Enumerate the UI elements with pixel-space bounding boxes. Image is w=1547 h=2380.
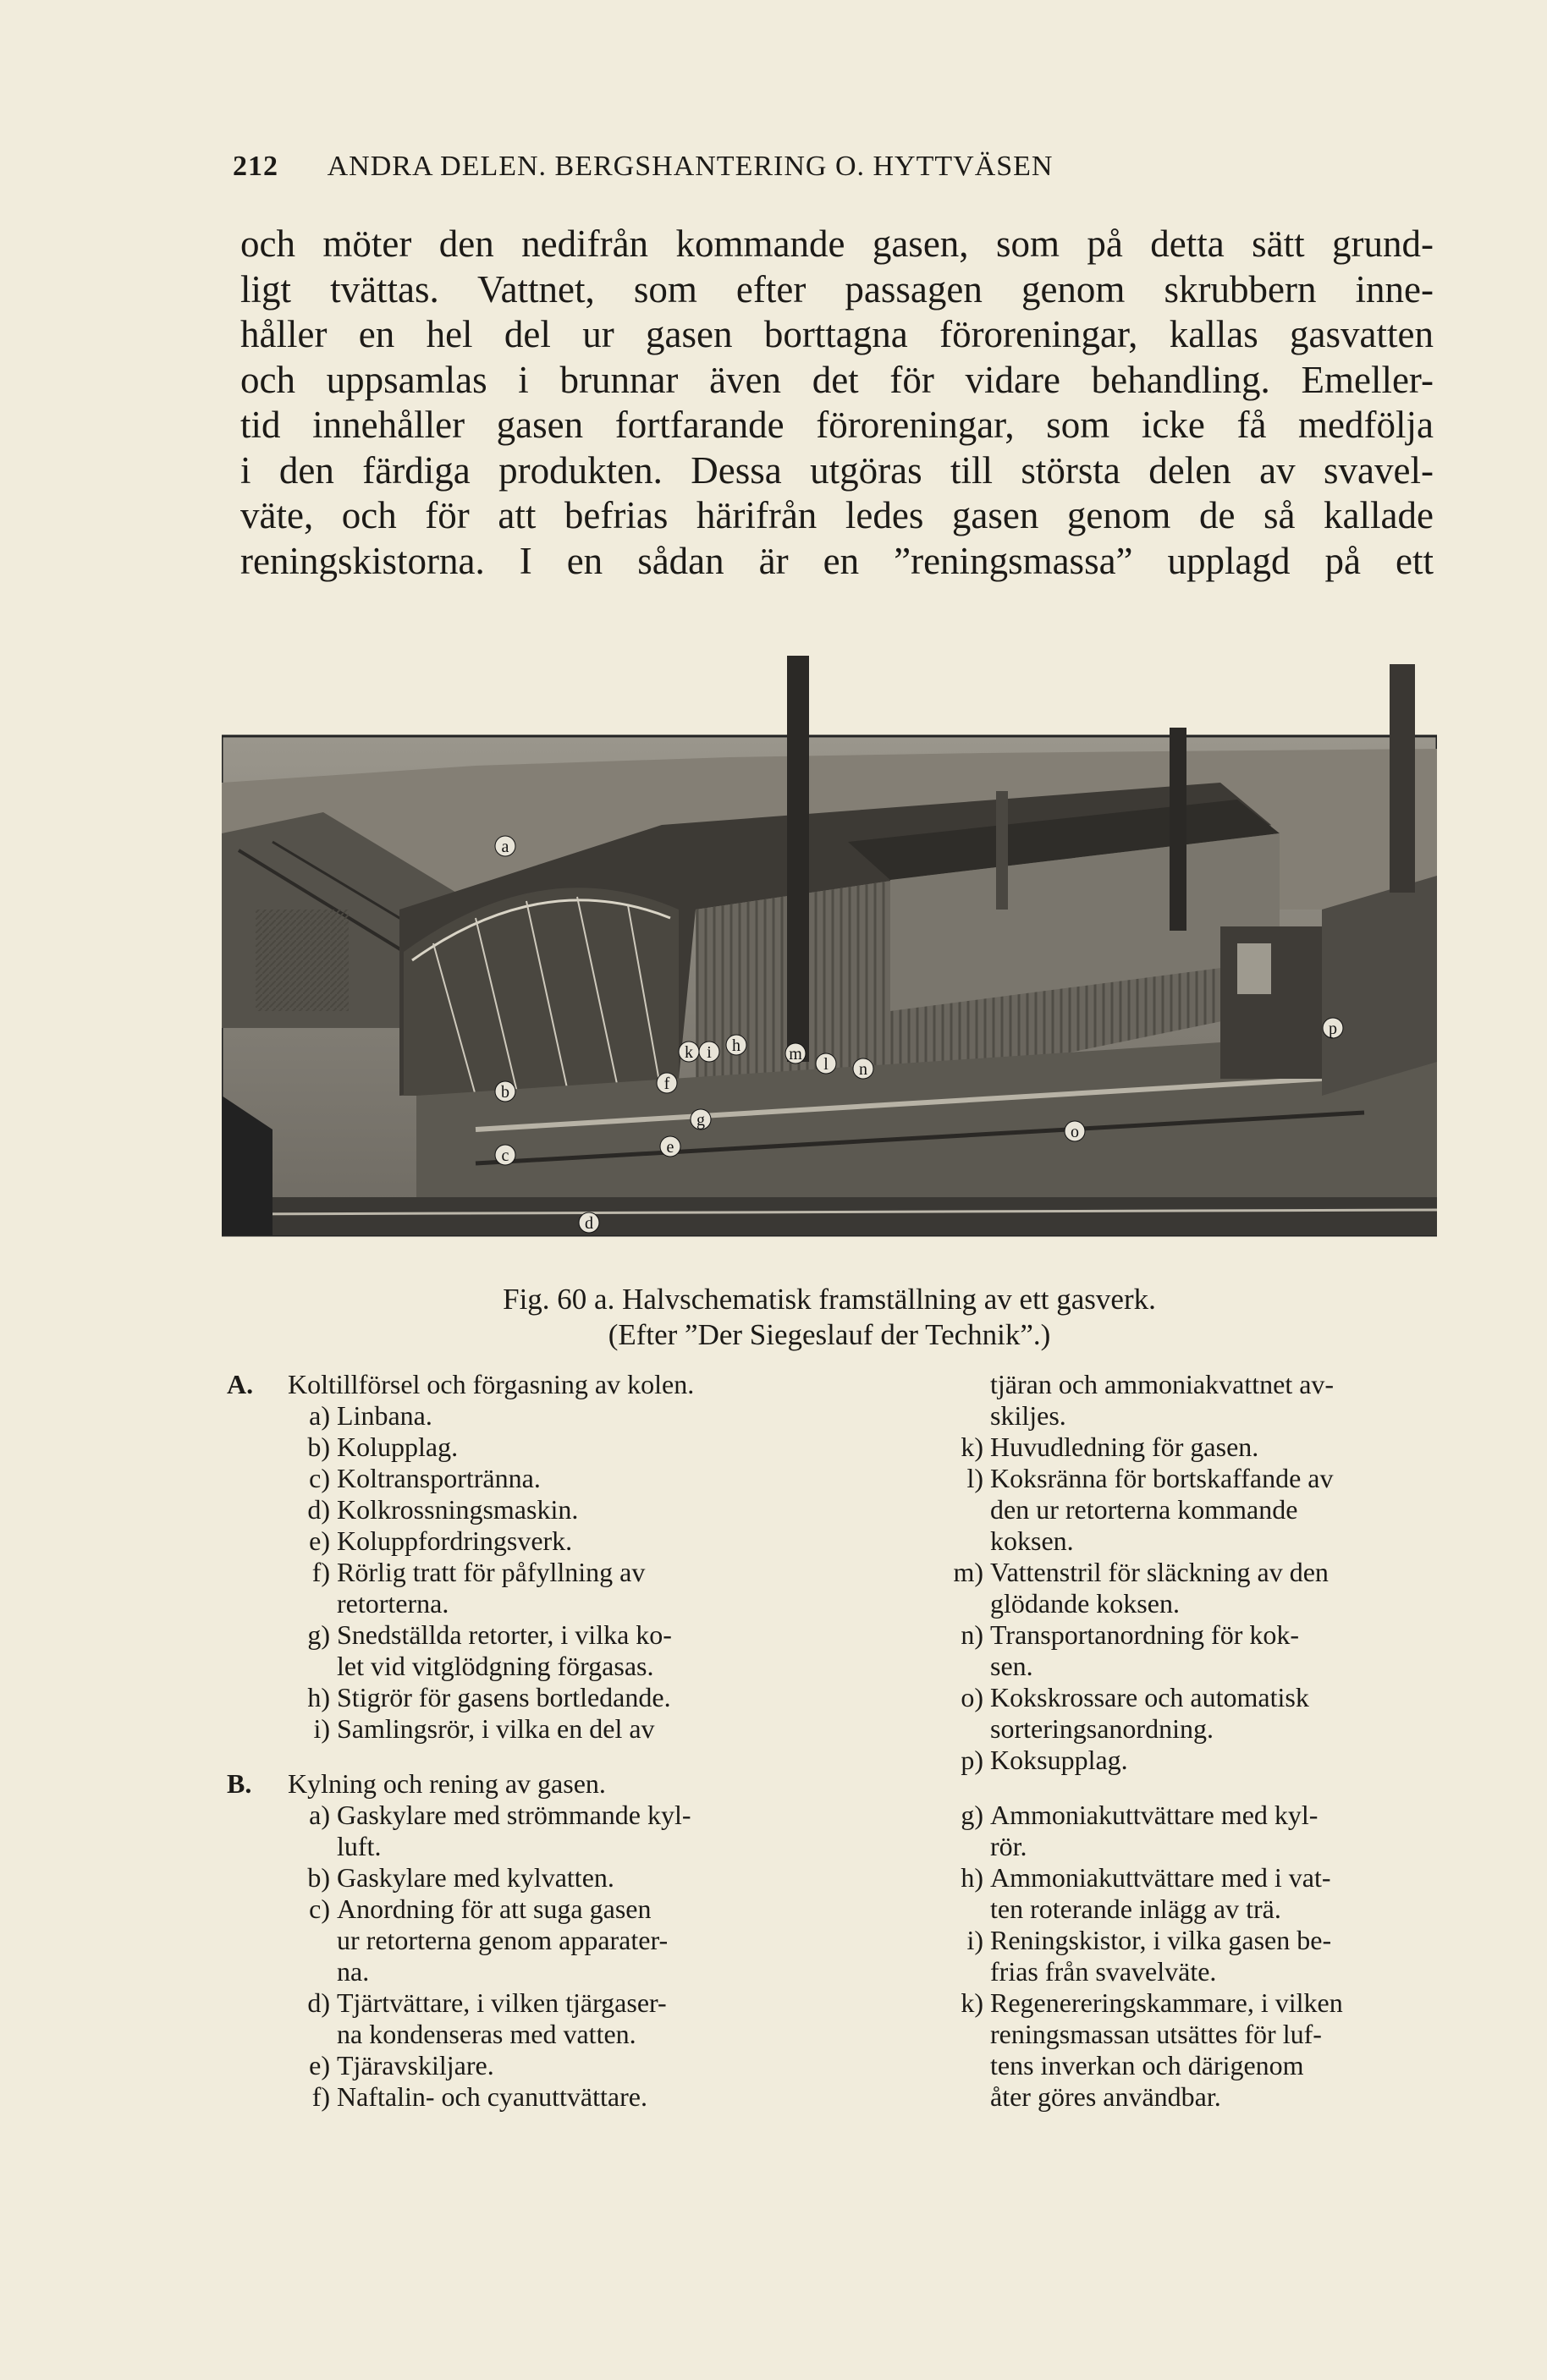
- body-line: ligt tvättas. Vattnet, som efter passagen genom skrubbern inne-: [240, 267, 1434, 311]
- item-text: Snedställda retorter, i vilka ko-: [337, 1619, 672, 1650]
- item-letter: h): [961, 1862, 983, 1893]
- marker-label: m: [789, 1045, 802, 1064]
- item-letter: k): [961, 1432, 983, 1462]
- item-text-cont: den ur retorterna kommande: [990, 1494, 1298, 1525]
- legend-item: [880, 1862, 1430, 1925]
- legend-item: [880, 1557, 1430, 1619]
- spacer: [880, 1776, 1430, 1800]
- item-text: Tjäravskiljare.: [337, 2050, 494, 2080]
- marker-label: b: [501, 1083, 509, 1102]
- item-text: Huvudledning för gasen.: [990, 1432, 1259, 1462]
- marker-label: e: [666, 1138, 674, 1157]
- item-text: Rörlig tratt för påfyllning av: [337, 1557, 646, 1587]
- item-letter: e): [309, 2050, 330, 2080]
- legend-continued-text: [880, 1369, 1430, 1432]
- marker-label: l: [823, 1055, 829, 1074]
- spacer: [227, 1745, 845, 1768]
- continued-line: tjäran och ammoniakvattnet av-: [990, 1369, 1335, 1399]
- legend-item: [880, 1987, 1430, 2113]
- item-text-cont: åter göres användbar.: [990, 2081, 1221, 2112]
- item-text-cont: tens inverkan och därigenom: [990, 2050, 1304, 2080]
- item-text-cont: reningsmassan utsättes för luf-: [990, 2019, 1322, 2049]
- item-text: Transportanordning för kok-: [990, 1619, 1299, 1650]
- item-text: Gaskylare med strömmande kyl-: [337, 1800, 691, 1830]
- item-text: Kolkrossningsmaskin.: [337, 1494, 579, 1525]
- item-text: Vattenstril för släckning av den: [990, 1557, 1329, 1587]
- body-paragraph: [240, 222, 1434, 584]
- marker-label: o: [1071, 1123, 1079, 1141]
- legend-item: [227, 1682, 845, 1713]
- item-letter: d): [307, 1494, 330, 1525]
- legend-item: [227, 1557, 845, 1619]
- item-text-cont: retorterna.: [337, 1588, 449, 1619]
- figure-caption: [222, 1282, 1437, 1353]
- body-line: håller en hel del ur gasen borttagna föroreningar, kallas gasvatten: [240, 313, 1434, 355]
- item-letter: f): [311, 2081, 330, 2112]
- item-letter: m): [953, 1557, 983, 1587]
- item-letter: a): [309, 1800, 330, 1830]
- marker-label: p: [1329, 1020, 1337, 1038]
- legend-right-column: [880, 1369, 1430, 2113]
- marker-label: g: [696, 1111, 705, 1130]
- marker-label: f: [663, 1075, 670, 1093]
- item-text: Kolupplag.: [337, 1432, 459, 1462]
- body-line: reningskistorna. I en sådan är en ”reningsmassa” upplagd på ett: [240, 539, 1434, 582]
- item-letter: p): [961, 1745, 983, 1775]
- item-letter: h): [307, 1682, 330, 1712]
- legend-item: [227, 1987, 845, 2050]
- body-line: tid innehåller gasen fortfarande föroreningar, som icke få medfölja: [240, 404, 1434, 446]
- legend-item: [227, 1619, 845, 1682]
- legend-item: [227, 1862, 845, 1894]
- item-text: Anordning för att suga gasen: [337, 1894, 652, 1924]
- item-letter: e): [309, 1525, 330, 1556]
- caption-line-1: Fig. 60 a. Halvschematisk framställning av ett gasverk.: [503, 1283, 1156, 1316]
- item-letter: g): [307, 1619, 330, 1650]
- legend-group-b-heading: [227, 1768, 845, 1800]
- legend-item: [880, 1925, 1430, 1987]
- item-letter: g): [961, 1800, 983, 1830]
- legend-item: [880, 1619, 1430, 1682]
- body-line: och möter den nedifrån kommande gasen, som på detta sätt grund-: [240, 223, 1434, 265]
- item-letter: l): [966, 1463, 983, 1493]
- item-text: Reningskistor, i vilka gasen be-: [990, 1925, 1332, 1955]
- item-text-cont: ten roterande inlägg av trä.: [990, 1894, 1281, 1924]
- legend-item: [227, 2081, 845, 2113]
- item-letter: c): [309, 1463, 330, 1493]
- running-head: [233, 151, 1282, 183]
- item-text: Stigrör för gasens bortledande.: [337, 1682, 671, 1712]
- legend-item: [880, 1682, 1430, 1745]
- item-text: Ammoniakuttvättare med i vat-: [990, 1862, 1331, 1893]
- item-text-cont: let vid vitglödgning förgasas.: [337, 1651, 654, 1681]
- item-text: Koksränna för bortskaffande av: [990, 1463, 1334, 1493]
- item-text-cont: na.: [337, 1956, 370, 1987]
- legend-item: [880, 1463, 1430, 1557]
- item-text: Koksupplag.: [990, 1745, 1128, 1775]
- group-label: B.: [227, 1768, 252, 1799]
- marker-label: k: [685, 1043, 693, 1062]
- marker-label: a: [501, 838, 509, 856]
- legend-item: [227, 1713, 845, 1745]
- item-text: Naftalin- och cyanuttvättare.: [337, 2081, 647, 2112]
- gasworks-illustration: [222, 656, 1437, 1261]
- group-label: A.: [227, 1369, 254, 1399]
- marker-label: n: [859, 1060, 867, 1079]
- item-text-cont: ur retorterna genom apparater-: [337, 1925, 669, 1955]
- item-text-cont: frias från svavelväte.: [990, 1956, 1217, 1987]
- item-letter: d): [307, 1987, 330, 2018]
- legend-item: [227, 1894, 845, 1987]
- item-text: Kokskrossare och automatisk: [990, 1682, 1309, 1712]
- legend-item: [227, 1432, 845, 1463]
- legend-item: [227, 1525, 845, 1557]
- marker-label: c: [501, 1146, 509, 1165]
- item-letter: i): [966, 1925, 983, 1955]
- running-title: ANDRA DELEN. BERGSHANTERING O. HYTTVÄSEN: [327, 151, 1054, 182]
- body-line: i den färdiga produkten. Dessa utgöras till största delen av svavel-: [240, 448, 1434, 492]
- item-text: Koltransportränna.: [337, 1463, 541, 1493]
- item-text-cont: glödande koksen.: [990, 1588, 1180, 1619]
- item-letter: a): [309, 1400, 330, 1431]
- legend-item: [227, 1400, 845, 1432]
- legend-item: [227, 1463, 845, 1494]
- marker-label: h: [732, 1036, 740, 1055]
- item-text: Ammoniakuttvättare med kyl-: [990, 1800, 1319, 1830]
- legend-left-column: [227, 1369, 845, 2113]
- legend-item: [227, 1494, 845, 1525]
- item-text: Samlingsrör, i vilka en del av: [337, 1713, 655, 1744]
- legend-group-a-heading: [227, 1369, 845, 1400]
- group-title: Koltillförsel och förgasning av kolen.: [288, 1369, 695, 1399]
- item-text-cont: rör.: [990, 1831, 1027, 1861]
- marker-label: d: [585, 1214, 593, 1233]
- item-letter: b): [307, 1862, 330, 1893]
- item-letter: o): [961, 1682, 983, 1712]
- item-text-cont: na kondenseras med vatten.: [337, 2019, 636, 2049]
- item-letter: b): [307, 1432, 330, 1462]
- continued-line: skiljes.: [990, 1400, 1066, 1431]
- legend-item: [880, 1432, 1430, 1463]
- marker-label: i: [707, 1043, 712, 1062]
- item-text: Linbana.: [337, 1400, 432, 1431]
- caption-line-2: (Efter ”Der Siegeslauf der Technik”.): [608, 1318, 1051, 1351]
- item-text-cont: koksen.: [990, 1525, 1074, 1556]
- item-letter: i): [313, 1713, 330, 1744]
- item-text: Koluppfordringsverk.: [337, 1525, 573, 1556]
- item-letter: n): [961, 1619, 983, 1650]
- group-title: Kylning och rening av gasen.: [288, 1768, 606, 1799]
- item-text-cont: luft.: [337, 1831, 382, 1861]
- item-letter: f): [311, 1557, 330, 1587]
- page-number: 212: [233, 151, 278, 182]
- legend-item: [880, 1745, 1430, 1776]
- item-text-cont: sorteringsanordning.: [990, 1713, 1214, 1744]
- body-line: och uppsamlas i brunnar även det för vidare behandling. Emeller-: [240, 358, 1434, 401]
- legend-item: [880, 1800, 1430, 1862]
- gasworks-drawing: [222, 656, 1437, 1261]
- legend-item: [227, 2050, 845, 2081]
- item-text-cont: sen.: [990, 1651, 1033, 1681]
- body-line: väte, och för att befrias härifrån ledes gasen genom de så kallade: [240, 494, 1434, 536]
- item-letter: k): [961, 1987, 983, 2018]
- item-text: Tjärtvättare, i vilken tjärgaser-: [337, 1987, 667, 2018]
- item-letter: c): [309, 1894, 330, 1924]
- item-text: Gaskylare med kylvatten.: [337, 1862, 614, 1893]
- item-text: Regenereringskammare, i vilken: [990, 1987, 1343, 2018]
- legend-item: [227, 1800, 845, 1862]
